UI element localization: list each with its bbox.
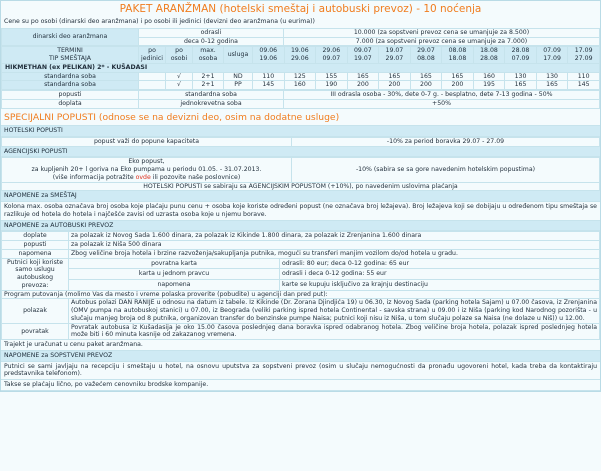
tip-smestaja-label: TIP SMEŠTAJA — [49, 55, 91, 63]
price-cell: 165 — [379, 72, 411, 81]
price-cell: 165 — [410, 72, 442, 81]
eco-line-1: Eko popust, — [128, 158, 165, 166]
max-label: max. — [200, 47, 216, 55]
room-type: standardna soba — [2, 72, 139, 81]
po-osobi-label: po — [175, 47, 183, 55]
room-type: standardna soba — [2, 81, 139, 90]
surcharge-text: za polazak iz Novog Sada 1.600 dinara, za polazak iz Kikinde 1.800 dinara, za polazak iz Zrenjanina 1.600 dinara — [69, 232, 600, 241]
price-cell: 200 — [379, 81, 411, 90]
dinarski-child: deca 0-12 godina — [139, 37, 284, 46]
price-cell: 155 — [316, 72, 348, 81]
price-cell: 130 — [536, 72, 568, 81]
room-max: 2+1 — [193, 72, 224, 81]
term-7: 08.08 18.08 — [442, 47, 474, 64]
doplata-label: doplata — [2, 99, 139, 108]
termini-header — [2, 47, 139, 64]
price-cell: 165 — [347, 72, 379, 81]
room-po-osobi: √ — [166, 72, 193, 81]
term-8: 18.08 28.08 — [473, 47, 505, 64]
one-way-ticket-price: odrasli i deca 0-12 godina: 55 eur — [280, 269, 600, 280]
price-cell: 110 — [253, 72, 285, 81]
term-10: 07.09 17.09 — [536, 47, 568, 64]
term-6: 29.07 08.08 — [410, 47, 442, 64]
popusti-text: III odrasla osoba - 30%, dete 0-7 g. - besplatno, dete 7-13 godina - 50% — [284, 91, 600, 100]
eco-line-2: za kupljenih 20+ l goriva na Eko pumpama u periodu 01.05. - 31.07.2013. — [31, 166, 262, 174]
term-2: 19.06 29.06 — [284, 47, 316, 64]
accommodation-notes-text: Kolona max. osoba označava broj osoba koje plaćaju punu cenu + osoba koje koriste određeni popust (ne označava broj ležajeva). Broj ležajeva koji se dobijaju u određenom tipu smeštaja se razlikuje od hotela do hotela i najčešće zavisi od uzrasta osoba koje u njemu borave. — [1, 202, 600, 221]
price-cell: 165 — [536, 81, 568, 90]
return-ticket-price: odrasli: 80 eur; deca 0-12 godina: 65 eur — [280, 258, 600, 269]
dinarski-child-price: 7.000 (za sopstveni prevoz cena se umanjuje za 7.000) — [284, 37, 600, 46]
price-cell: 110 — [568, 72, 600, 81]
discount-label: popusti — [2, 241, 69, 250]
popusti-label: popusti — [2, 91, 139, 100]
note-label: napomena — [2, 249, 69, 258]
term-1: 09.06 19.06 — [253, 47, 285, 64]
term-3: 29.06 09.07 — [316, 47, 348, 64]
po-osobi-header — [166, 47, 193, 64]
po-jedinici-header — [139, 47, 166, 64]
bus-notes-header: NAPOMENE za AUTOBUSKI PREVOZ — [1, 221, 600, 232]
eco-discount-value: -10% (sabira se sa gore navedenim hotelskim popustima) — [292, 158, 600, 182]
room-po-jedinici — [139, 81, 166, 90]
return-text: Povratak autobusa iz Kušadasija je oko 15.00 časova poslednjeg dana boravka ispred odabranog hotela. Zbog veličine broja hotela, polazak ispred poslednjeg hotela može biti i 60 minuta kasnije od zakazanog vremena. — [69, 323, 600, 340]
po-jedinici-label-2: jedinici — [141, 55, 163, 63]
hotel-discount-condition: popust važi do popune kapaciteta — [2, 137, 292, 146]
price-cell: 130 — [505, 72, 537, 81]
price-cell: 160 — [284, 81, 316, 90]
po-osobi-label-2: osobi — [170, 55, 188, 63]
hotel-discount-value: -10% za period boravka 29.07 - 27.09 — [292, 137, 600, 146]
term-4: 09.07 19.07 — [347, 47, 379, 64]
osoba-label: osoba — [198, 55, 218, 63]
ticket-note-text: karte se kupuju isključivo za krajnju destinaciju — [280, 279, 600, 290]
return-label: povratak — [2, 323, 69, 340]
dinarski-adult: odrasli — [139, 28, 284, 37]
po-jedinici-label: po — [148, 47, 156, 55]
price-cell: 200 — [347, 81, 379, 90]
ticket-note-label: napomena — [69, 279, 280, 290]
popusti-room: standardna soba — [139, 91, 284, 100]
surcharge-label: doplate — [2, 232, 69, 241]
dinarski-table — [1, 28, 600, 47]
price-cell: 165 — [442, 72, 474, 81]
bus-only-label: Putnici koji koriste samo uslugu autobuskog prevoza: — [2, 258, 69, 290]
price-cell: 190 — [316, 81, 348, 90]
price-cell: 160 — [473, 72, 505, 81]
eco-line-3: (više informacija potražite ovde ili pozovite naše poslovnice) — [52, 173, 241, 181]
price-cell: 200 — [410, 81, 442, 90]
room-po-jedinici — [139, 72, 166, 81]
agency-discounts-header: AGENCIJSKI POPUSTI — [1, 147, 600, 158]
hotel-discounts-header: HOTELSKI POPUSTI — [1, 126, 600, 137]
agency-discounts-table — [1, 157, 600, 191]
max-osoba-header — [193, 47, 224, 64]
hotel-name: HIKMETHAN (ex PELIKAN) 2* - KUŠADASI — [2, 63, 600, 72]
own-transport-header: NAPOMENE za SOPSTVENI PREVOZ — [1, 351, 600, 362]
bus-notes-table — [1, 231, 600, 340]
eco-discount-condition — [2, 158, 292, 182]
discount-combination-note: HOTELSKI POPUSTI se sabiraju sa AGENCIJSKIM POPUSTOM (+10%), po navedenim uslovima plaćanja — [2, 182, 600, 191]
doplata-text: +50% — [284, 99, 600, 108]
usluga-header: usluga — [224, 47, 253, 64]
note-text: Zbog veličine broja hotela i brzine razvoženja/sakupljanja putnika, mogući su transferi manjim vozilom do/od hotela u gradu. — [69, 249, 600, 258]
price-table — [1, 46, 600, 90]
term-11: 17.09 27.09 — [568, 47, 600, 64]
term-5: 19.07 29.07 — [379, 47, 411, 64]
program-title: Program putovanja (molimo Vas da mesto i vreme polaska proverite (pobudite) u agenciji dan pred put): — [2, 290, 600, 299]
price-cell: 195 — [473, 81, 505, 90]
fees-note: Takse se plaćaju lično, po važećem cenovniku brodske kompanije. — [1, 380, 600, 391]
price-cell: 165 — [505, 81, 537, 90]
price-cell: 200 — [442, 81, 474, 90]
page-title: PAKET ARANŽMAN (hotelski smeštaj i autobuski prevoz) - 10 noćenja — [119, 3, 482, 15]
own-transport-text: Putnici se sami javljaju na recepciju i smeštaju u hotel, na osnovu uputstva za sopstveni prevoz (osim u slučaju nemogućnosti da pronađu ugovoreni hotel, kada treba da kontaktiraju predstavnika telefonom). — [1, 362, 600, 381]
accommodation-notes-header: NAPOMENE za SMEŠTAJ — [1, 191, 600, 202]
price-cell: 145 — [253, 81, 285, 90]
room-max: 2+1 — [193, 81, 224, 90]
discount-text: za polazak iz Niša 500 dinara — [69, 241, 600, 250]
doplata-room: jednokrevetna soba — [139, 99, 284, 108]
term-9: 28.08 07.09 — [505, 47, 537, 64]
popusti-table — [1, 90, 600, 109]
room-row — [2, 72, 600, 81]
termini-label: TERMINI — [57, 47, 83, 55]
price-cell: 125 — [284, 72, 316, 81]
eco-info-link[interactable]: ovde — [135, 173, 151, 181]
departure-label: polazak — [2, 299, 69, 323]
return-ticket-label: povratna karta — [69, 258, 280, 269]
dinarski-adult-price: 10.000 (za sopstveni prevoz cena se umanjuje za 8.500) — [284, 28, 600, 37]
ferry-note: Trajekt je uračunat u cenu paket aranžmana. — [1, 340, 600, 351]
room-row — [2, 81, 600, 90]
departure-text: Autobus polazi DAN RANIJE u odnosu na datum iz tabele. Iz Kikinde (Dr. Zorana Djindjića 19) u 06.30, iz Novog Sada (parking hotela Sajam) u 07.00 časova, iz Zrenjanina (OMV pumpa na autobuskoj stanici) u 07.00, iz Beograda (veliki parking ispred hotela Continental - savska strana) u 09.00 i iz Niša (parking kod Narodnog pozorišta - u slučaju manjeg broja od 8 putnika, organizovan transfer do benzinske pumpe Naisa; putnici koji nisu iz Niša, u tom slučaju polaze sa Naisa (ne dolaze u Niš)) u 12.00. — [69, 299, 600, 323]
hotel-discounts-table — [1, 137, 600, 147]
price-cell: 145 — [568, 81, 600, 90]
dinarski-label: dinarski deo aranžmana — [2, 28, 139, 46]
room-usluga: PP — [224, 81, 253, 90]
price-subtitle: Cene su po osobi (dinarski deo aranžmana) i po osobi ili jedinici (devizni deo aranžmana (u eurima)) — [4, 18, 315, 26]
one-way-ticket-label: karta u jednom pravcu — [69, 269, 280, 280]
room-po-osobi: √ — [166, 81, 193, 90]
room-usluga: ND — [224, 72, 253, 81]
special-discounts-title: SPECIJALNI POPUSTI (odnose se na devizni deo, osim na dodatne usluge) — [1, 109, 600, 127]
